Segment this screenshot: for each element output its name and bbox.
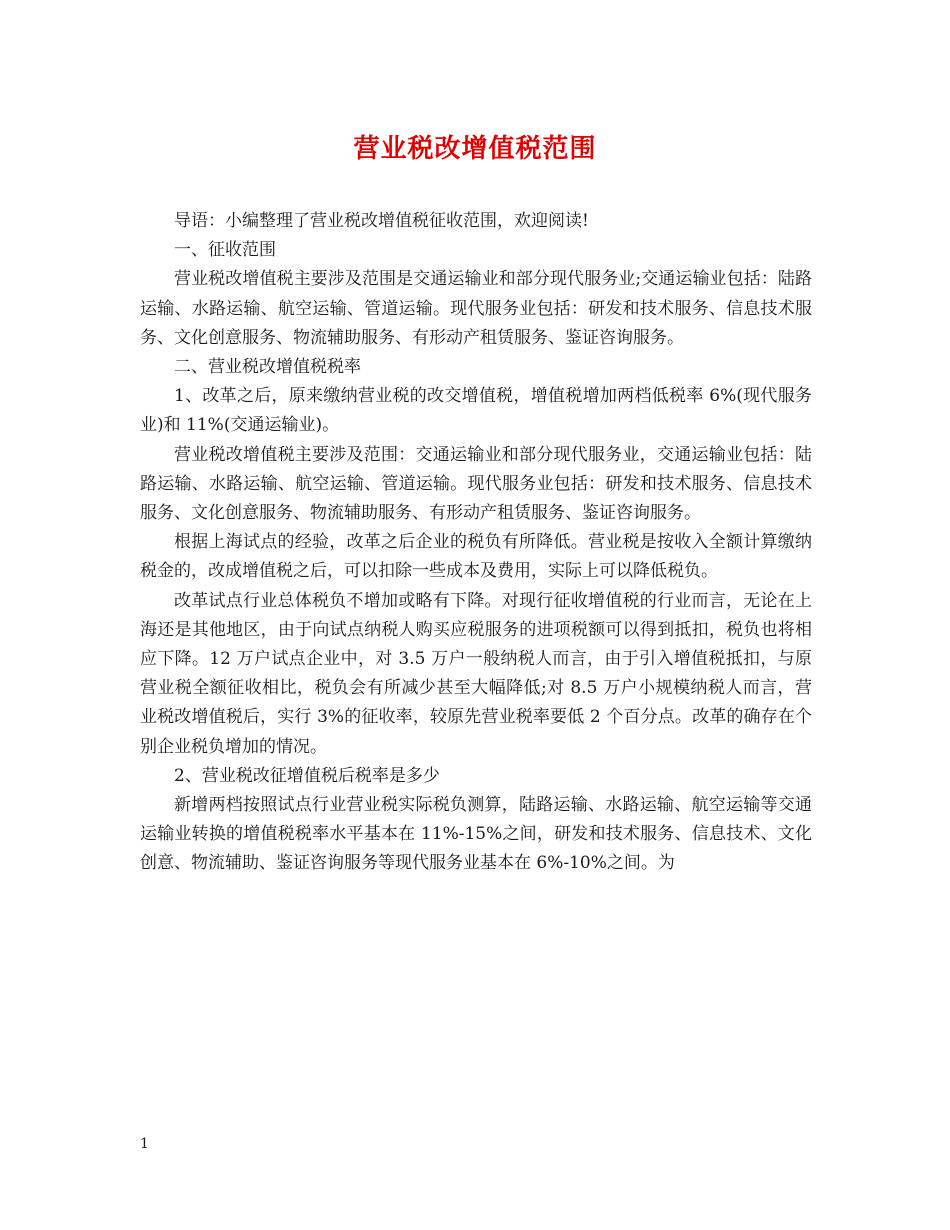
paragraph-tax-burden: 改革试点行业总体税负不增加或略有下降。对现行征收增值税的行业而言，无论在上海还是其他地区，由于向试点纳税人购买应税服务的进项税额可以得到抵扣，税负也将相应下降。12 万户试点企业中，对 3.5 万户一般纳税人而言，由于引入增值税抵扣，与原营业税全额征收相比，税负会有所减少甚至大幅降低;对 8.5 万户小规模纳税人而言，营业税改增值税后，实行 3%的征收率，较原先营业税率要低 2 个百分点。改革的确存在个别企业税负增加的情况。 — [140, 590, 812, 757]
paragraph-shanghai-experience: 根据上海试点的经验，改革之后企业的税负有所降低。营业税是按收入全额计算缴纳税金的，改成增值税之后，可以扣除一些成本及费用，实际上可以降低税负。 — [140, 532, 812, 582]
document-body — [140, 207, 812, 879]
paragraph-scope: 营业税改增值税主要涉及范围是交通运输业和部分现代服务业;交通运输业包括：陆路运输、水路运输、航空运输、管道运输。现代服务业包括：研发和技术服务、信息技术服务、文化创意服务、物流辅助服务、有形动产租赁服务、鉴证咨询服务。 — [140, 269, 812, 348]
section-heading-rates: 二、营业税改增值税税率 — [174, 357, 361, 378]
document-title: 营业税改增值税范围 — [353, 134, 597, 164]
subheading-rate-question: 2、营业税改征增值税后税率是多少 — [174, 765, 440, 786]
section-heading-scope: 一、征收范围 — [174, 240, 276, 261]
paragraph-intro: 导语：小编整理了营业税改增值税征收范围，欢迎阅读! — [174, 211, 589, 231]
paragraph-new-brackets: 新增两档按照试点行业营业税实际税负测算，陆路运输、水路运输、航空运输等交通运输业转换的增值税税率水平基本在 11%-15%之间，研发和技术服务、信息技术、文化创意、物流辅助、鉴证咨询服务等现代服务业基本在 6%-10%之间。为 — [140, 795, 812, 874]
page-number: 1 — [140, 1136, 149, 1152]
paragraph-scope-repeat: 营业税改增值税主要涉及范围：交通运输业和部分现代服务业，交通运输业包括：陆路运输、水路运输、航空运输、管道运输。现代服务业包括：研发和技术服务、信息技术服务、文化创意服务、物流辅助服务、有形动产租赁服务、鉴证咨询服务。 — [140, 444, 812, 524]
paragraph-rates-1: 1、改革之后，原来缴纳营业税的改交增值税，增值税增加两档低税率 6%(现代服务业)和 11%(交通运输业)。 — [140, 386, 812, 436]
